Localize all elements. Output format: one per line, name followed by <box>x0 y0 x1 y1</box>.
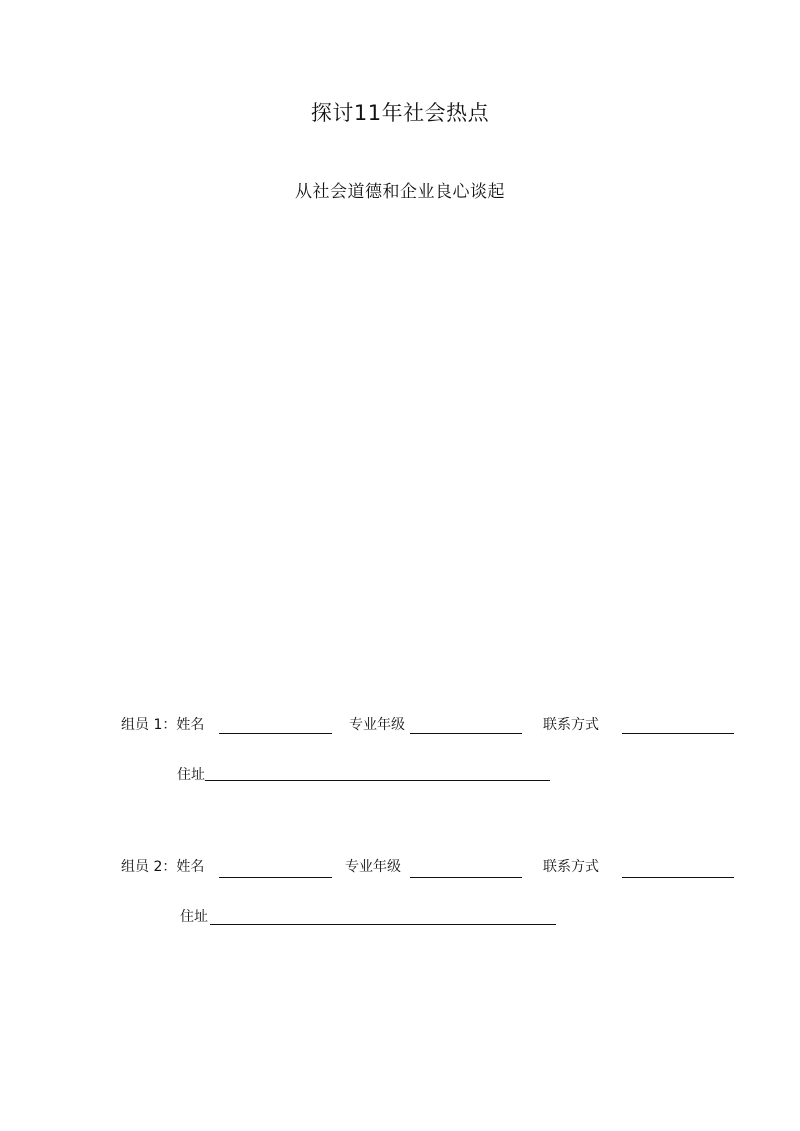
member2-contact-field[interactable] <box>622 877 734 878</box>
member2-address-label: 住址 <box>180 909 208 925</box>
member1-address-label: 住址 <box>177 767 205 783</box>
member1-contact-field[interactable] <box>622 733 734 734</box>
member2-address-field[interactable] <box>210 924 556 925</box>
document-subtitle: 从社会道德和企业良心谈起 <box>295 182 505 202</box>
document-title: 探讨11年社会热点 <box>310 101 490 125</box>
member2-contact-label: 联系方式 <box>543 859 599 875</box>
member1-major-field[interactable] <box>410 733 522 734</box>
member1-contact-label: 联系方式 <box>543 717 599 733</box>
member2-name-field[interactable] <box>219 877 332 878</box>
member2-major-label: 专业年级 <box>345 859 401 875</box>
member1-name-field[interactable] <box>219 733 332 734</box>
member2-name-label: 组员 2：姓名 <box>121 859 205 875</box>
member1-address-field[interactable] <box>205 780 550 781</box>
member2-major-field[interactable] <box>410 877 522 878</box>
member1-major-label: 专业年级 <box>349 717 405 733</box>
member1-name-label: 组员 1：姓名 <box>121 717 205 733</box>
